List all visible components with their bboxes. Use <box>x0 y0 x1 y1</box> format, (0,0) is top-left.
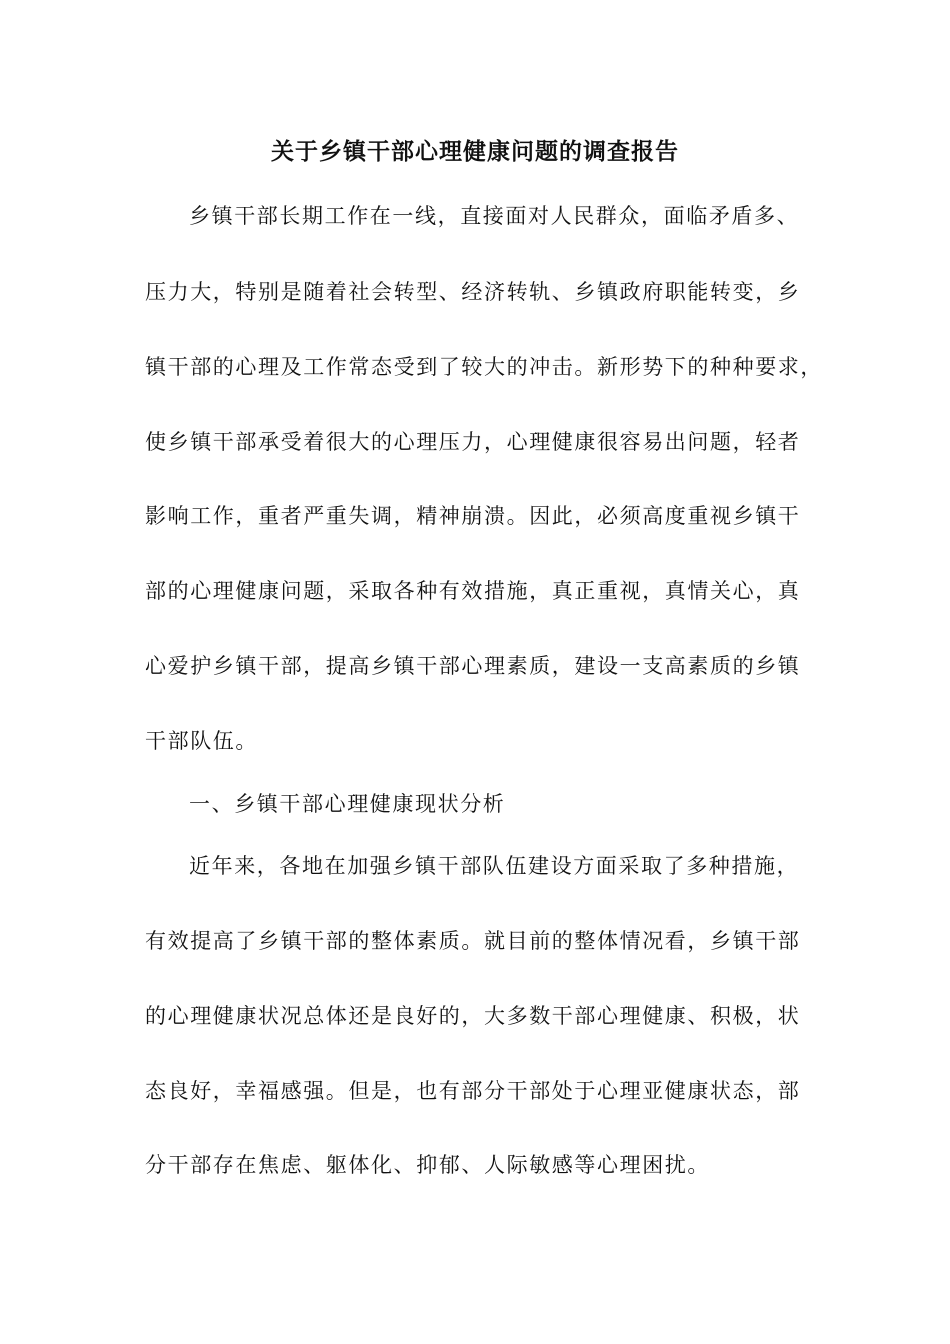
paragraph-1-line-1: 乡镇干部长期工作在一线，直接面对人民群众，面临矛盾多、 <box>189 204 800 228</box>
paragraph-1-line-3: 镇干部的心理及工作常态受到了较大的冲击。新形势下的种种要求， <box>145 355 823 379</box>
paragraph-1-line-6: 部的心理健康问题，采取各种有效措施，真正重视，真情关心，真 <box>145 579 801 603</box>
paragraph-1-line-5: 影响工作，重者严重失调，精神崩溃。因此，必须高度重视乡镇干 <box>145 504 801 528</box>
paragraph-1-line-2: 压力大，特别是随着社会转型、经济转轨、乡镇政府职能转变，乡 <box>145 280 801 304</box>
paragraph-2-line-2: 有效提高了乡镇干部的整体素质。就目前的整体情况看，乡镇干部 <box>145 929 801 953</box>
paragraph-2-line-3: 的心理健康状况总体还是良好的，大多数干部心理健康、积极，状 <box>145 1004 801 1028</box>
paragraph-1-line-8: 干部队伍。 <box>145 729 258 753</box>
section-1-heading: 一、乡镇干部心理健康现状分析 <box>189 792 506 816</box>
paragraph-2-line-4: 态良好，幸福感强。但是，也有部分干部处于心理亚健康状态，部 <box>145 1079 801 1103</box>
document-title: 关于乡镇干部心理健康问题的调查报告 <box>271 138 679 165</box>
paragraph-1-line-7: 心爱护乡镇干部，提高乡镇干部心理素质，建设一支高素质的乡镇 <box>145 654 801 678</box>
paragraph-2-line-5: 分干部存在焦虑、躯体化、抑郁、人际敏感等心理困扰。 <box>145 1153 710 1177</box>
paragraph-2-line-1: 近年来，各地在加强乡镇干部队伍建设方面采取了多种措施， <box>189 854 800 878</box>
paragraph-1-line-4: 使乡镇干部承受着很大的心理压力，心理健康很容易出问题，轻者 <box>145 430 801 454</box>
